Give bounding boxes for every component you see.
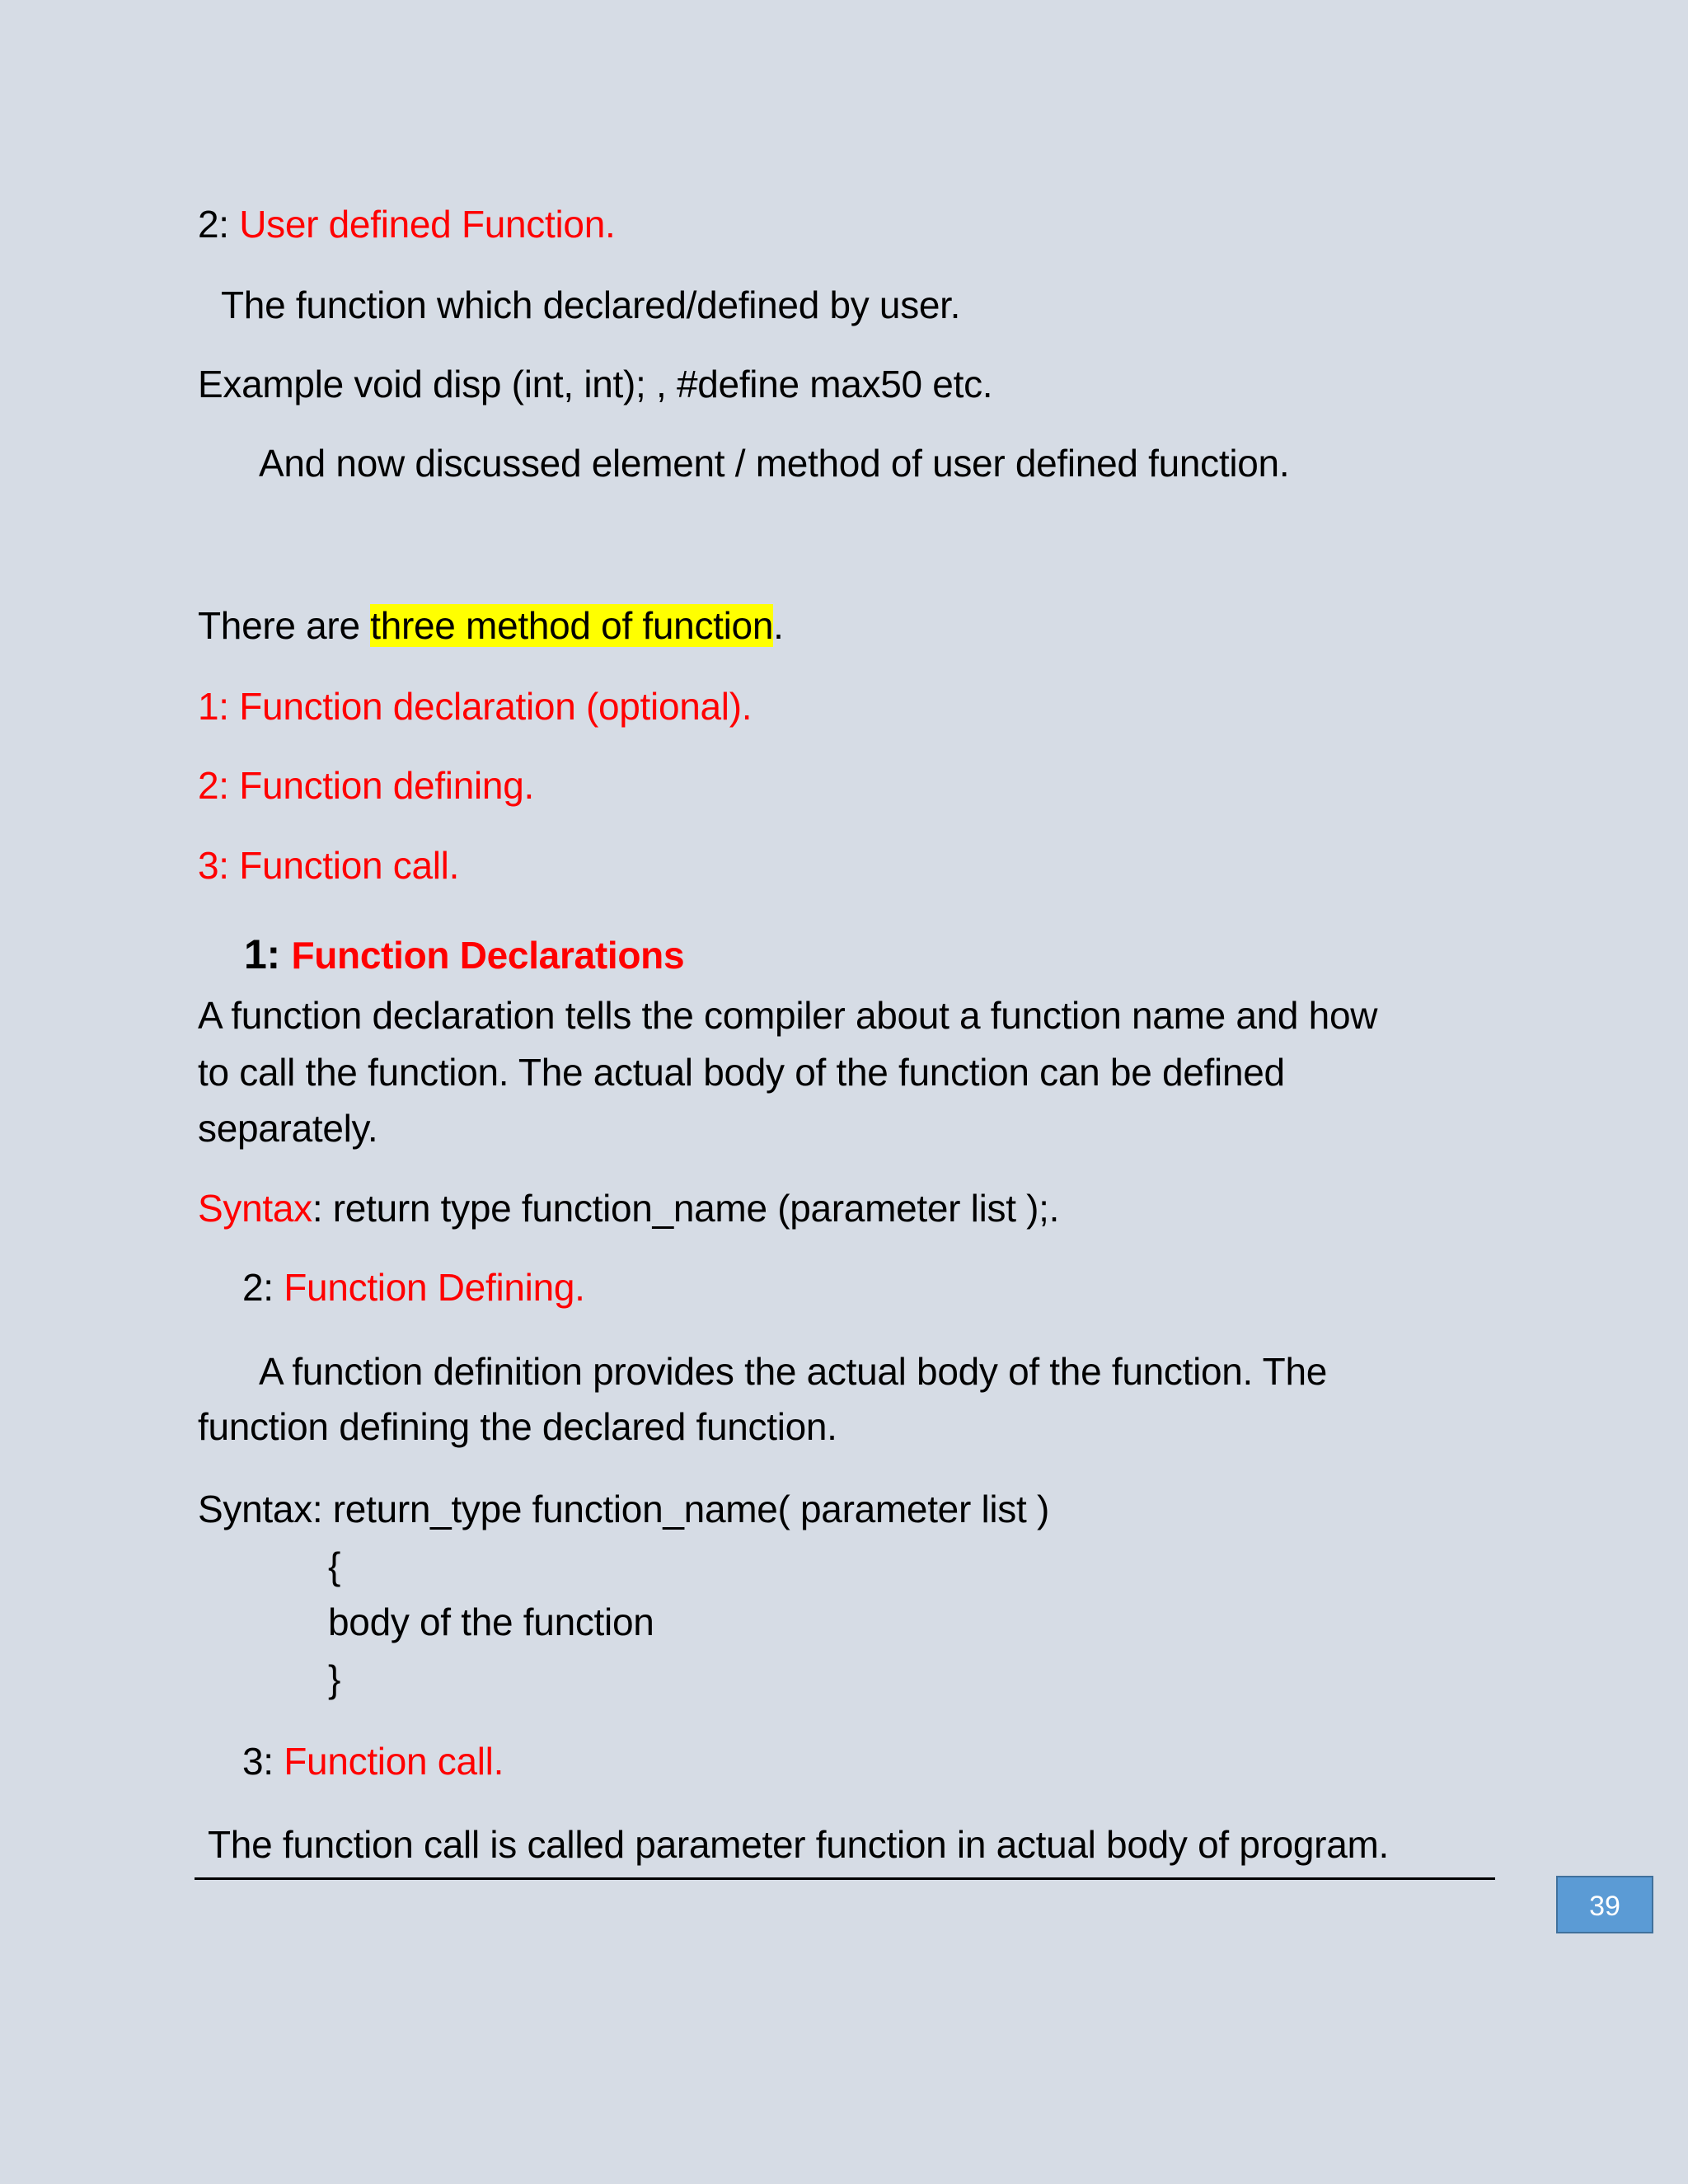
defining-title: Function Defining. (284, 1266, 585, 1309)
call-body: The function call is called parameter function in actual body of program. (208, 1823, 1389, 1866)
method-item-declaration: 1: Function declaration (optional). (198, 685, 753, 728)
method-item-defining: 2: Function defining. (198, 764, 534, 807)
defining-body-line: function defining the declared function. (198, 1405, 837, 1448)
defining-heading (242, 1259, 585, 1315)
declaration-title: Function Declarations (291, 934, 685, 977)
syntax-text: : return type function_name (parameter list );. (312, 1187, 1060, 1230)
defining-number: 2: (242, 1266, 284, 1309)
declaration-syntax (198, 1180, 1059, 1236)
function-body-text: body of the function (328, 1601, 654, 1643)
discussion-text: And now discussed element / method of user defined function. (259, 442, 1290, 485)
call-title: Function call. (284, 1740, 504, 1783)
footer-rule (195, 1877, 1495, 1880)
call-number: 3: (242, 1740, 284, 1783)
declaration-body-line: separately. (198, 1107, 378, 1150)
call-heading (242, 1733, 504, 1789)
definition-text: The function which declared/defined by user. (221, 284, 961, 326)
defining-body-line: A function definition provides the actual body of the function. The (259, 1350, 1328, 1393)
methods-intro (198, 598, 784, 654)
methods-highlight: three method of function (370, 604, 774, 647)
declaration-number: 1: (244, 931, 292, 977)
declaration-body-line: A function declaration tells the compiler about a function name and how (198, 994, 1378, 1037)
section-heading (198, 196, 615, 252)
open-brace: { (328, 1544, 341, 1587)
method-item-call: 3: Function call. (198, 844, 460, 887)
methods-prefix: There are (198, 604, 371, 647)
declaration-heading (244, 926, 684, 983)
close-brace: } (328, 1657, 341, 1700)
syntax-label: Syntax (198, 1187, 312, 1230)
section-number: 2: (198, 203, 240, 246)
methods-suffix: . (773, 604, 784, 647)
example-text: Example void disp (int, int); , #define max50 etc. (198, 363, 993, 405)
defining-syntax: Syntax: return_type function_name( parameter list ) (198, 1488, 1049, 1530)
section-title: User defined Function. (239, 203, 616, 246)
page-number-badge: 39 (1556, 1876, 1653, 1933)
declaration-body-line: to call the function. The actual body of the function can be defined (198, 1051, 1285, 1094)
